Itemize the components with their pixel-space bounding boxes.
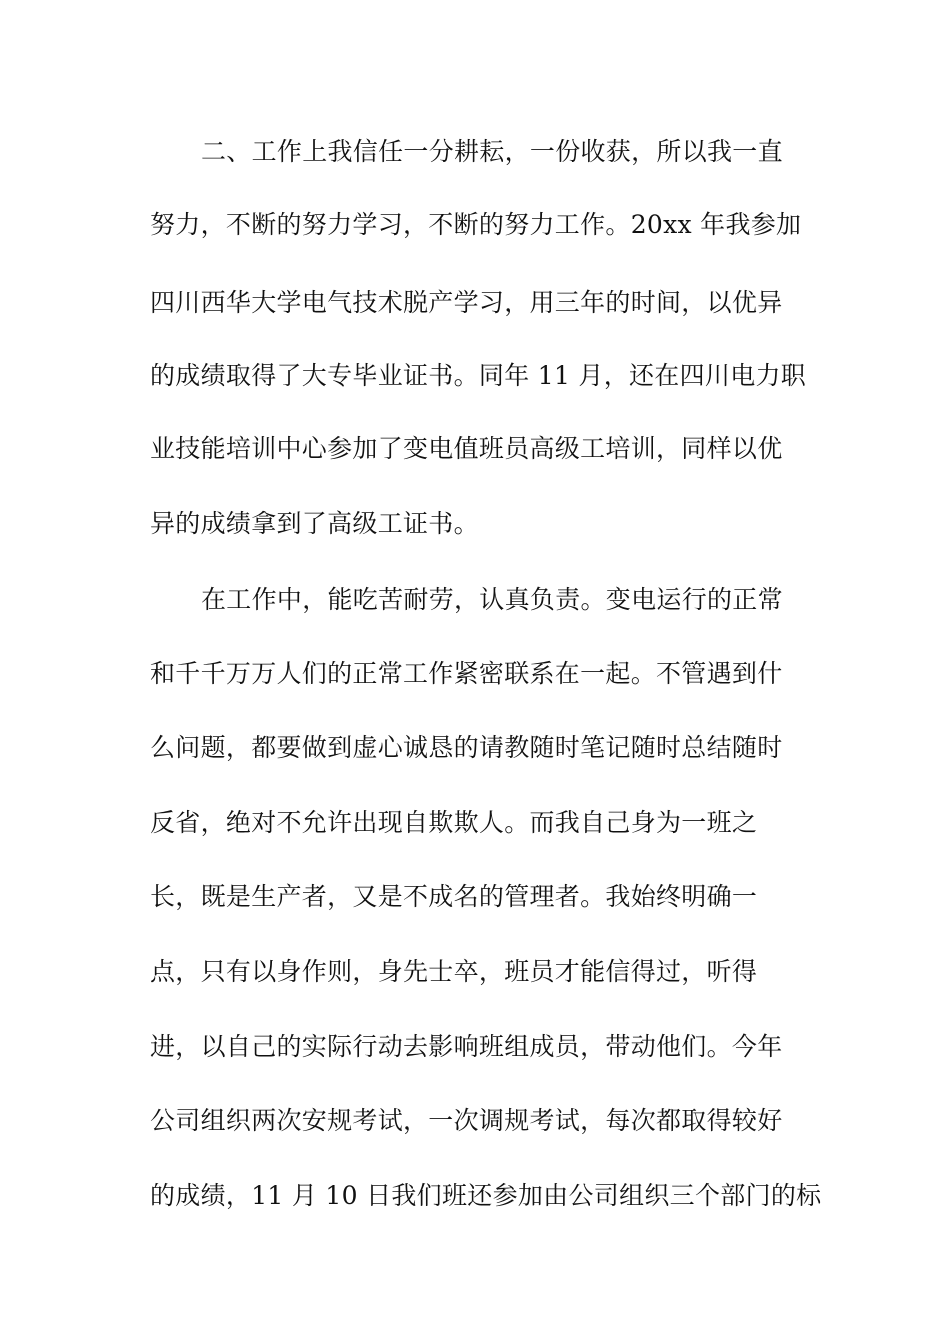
paragraph-1-line-6: 异的成绩拿到了高级工证书。 <box>150 509 479 538</box>
paragraph-1-line-1: 二、工作上我信任一分耕耘，一份收获，所以我一直 <box>201 137 783 166</box>
paragraph-2-line-3: 么问题，都要做到虚心诚恳的请教随时笔记随时总结随时 <box>150 733 783 762</box>
paragraph-1-line-2: 努力，不断的努力学习，不断的努力工作。20xx 年我参加 <box>150 210 802 239</box>
paragraph-2-line-6: 点，只有以身作则，身先士卒，班员才能信得过，听得 <box>150 957 758 986</box>
paragraph-2-line-2: 和千千万万人们的正常工作紧密联系在一起。不管遇到什 <box>150 659 783 688</box>
paragraph-2-line-1: 在工作中，能吃苦耐劳，认真负责。变电运行的正常 <box>201 585 783 614</box>
paragraph-2-line-4: 反省，绝对不允许出现自欺欺人。而我自己身为一班之 <box>150 808 758 837</box>
paragraph-1-line-5: 业技能培训中心参加了变电值班员高级工培训，同样以优 <box>150 434 783 463</box>
paragraph-2-line-8: 公司组织两次安规考试，一次调规考试，每次都取得较好 <box>150 1106 783 1135</box>
paragraph-1-line-4: 的成绩取得了大专毕业证书。同年 11 月，还在四川电力职 <box>150 361 807 390</box>
paragraph-2-line-5: 长，既是生产者，又是不成名的管理者。我始终明确一 <box>150 882 758 911</box>
paragraph-2-line-9: 的成绩，11 月 10 日我们班还参加由公司组织三个部门的标 <box>150 1181 822 1210</box>
paragraph-1-line-3: 四川西华大学电气技术脱产学习，用三年的时间，以优异 <box>150 288 783 317</box>
paragraph-2-line-7: 进，以自己的实际行动去影响班组成员，带动他们。今年 <box>150 1032 783 1061</box>
